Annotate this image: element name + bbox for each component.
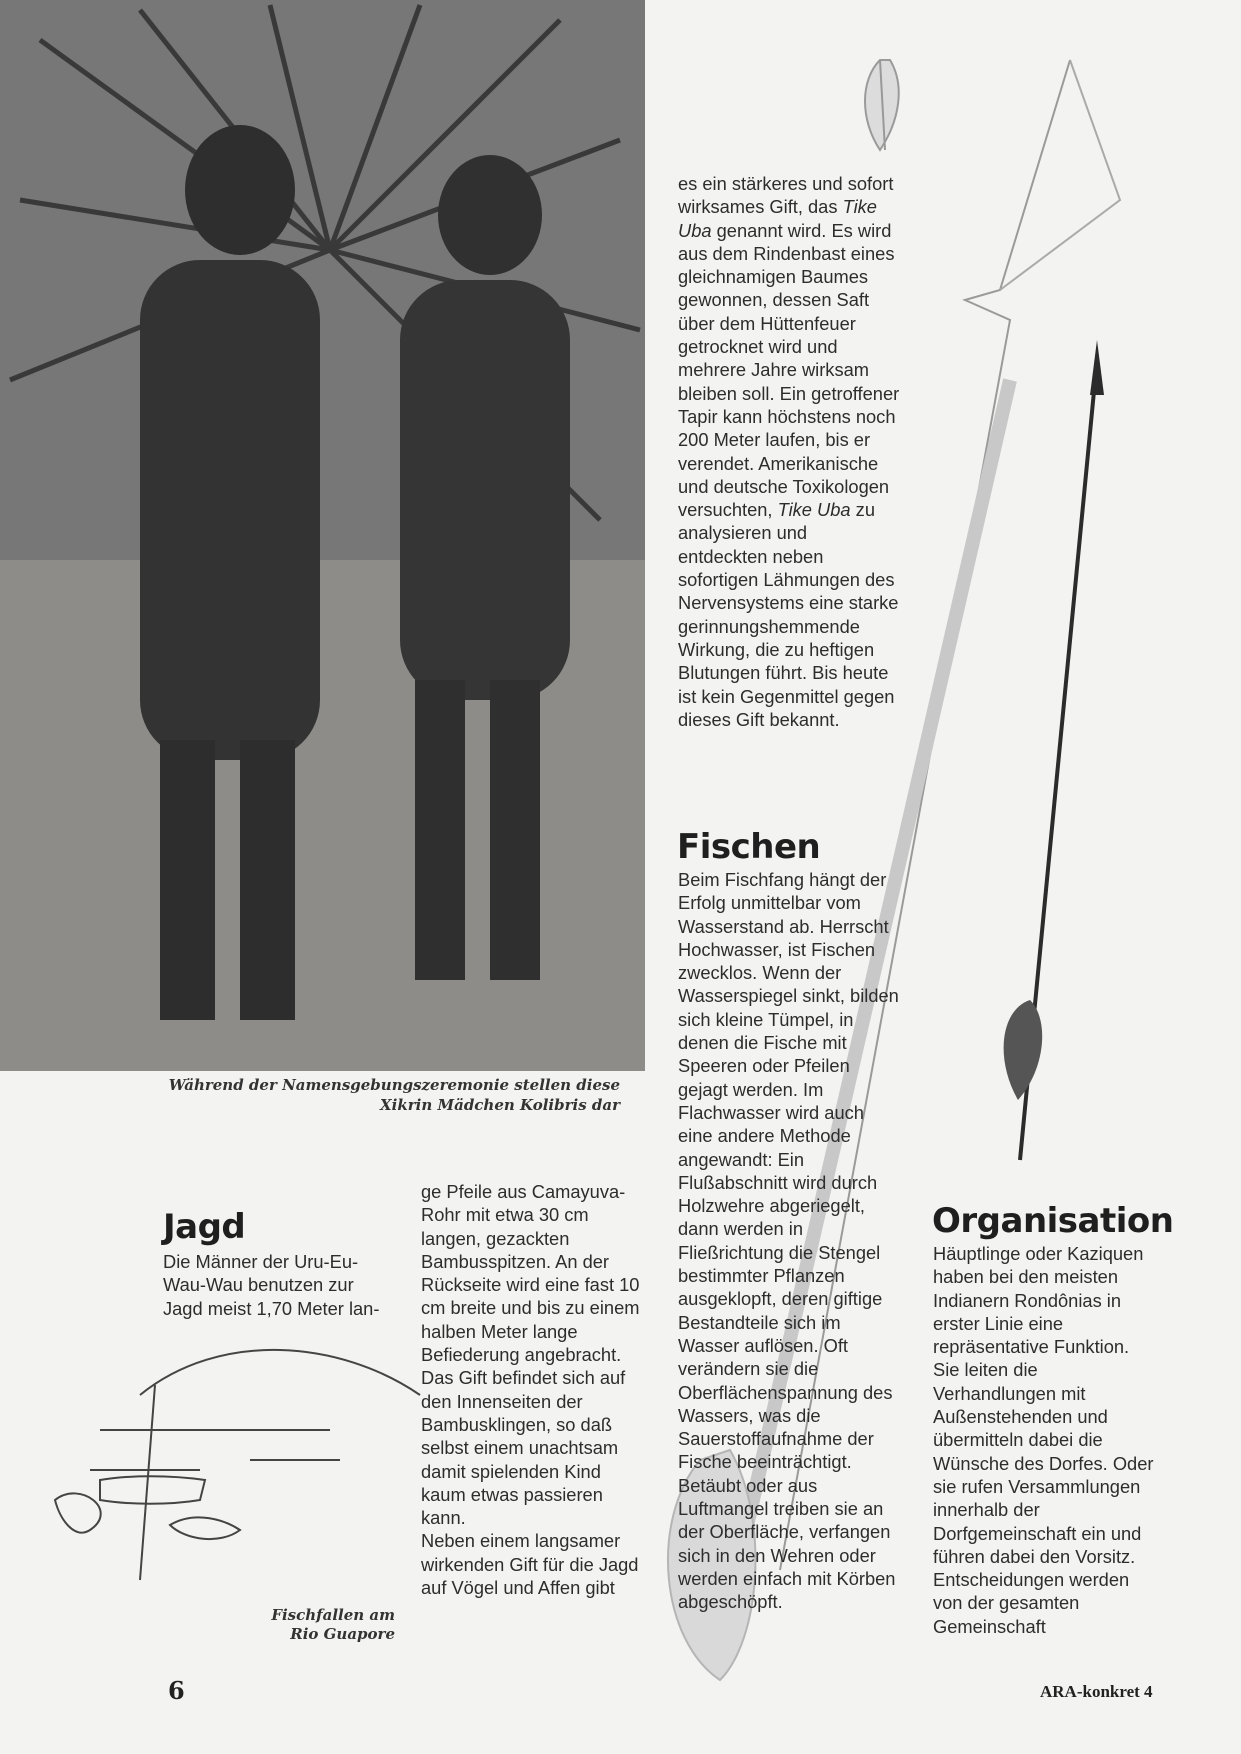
organisation-body: Häuptlinge oder Kaziquen haben bei den meisten Indianern Rondônias in erster Linie eine repräsentative Funktion. Sie leiten die Verhandlungen mit Außenstehenden und übermitteln dabei die Wünsche des Dorfes. Oder sie rufen Versammlungen innerhalb der Dorfgemeinschaft ein und führen dabei den Vorsitz. Entscheidungen werden von der gesamten Gemeinschaft — [933, 1243, 1154, 1637]
jagd-text — [163, 1250, 395, 1320]
photo-caption — [150, 1075, 620, 1115]
poison-paragraph — [678, 172, 900, 731]
page-number: 6 — [168, 1676, 185, 1705]
poison-text-3: zu analysieren und entdeckten neben sofortigen Lähmungen des Nervensystems eine starke gerinnungshemmende Wirkung, die zu heftigen Blutungen führt. Bis heute ist kein Gegenmittel gegen dieses Gift bekannt. — [678, 499, 899, 730]
organisation-text — [933, 1242, 1155, 1638]
poison-text-1: es ein stärkeres und sofort wirksames Gift, das — [678, 173, 894, 218]
dark-arrow-drawing — [1004, 340, 1104, 1160]
ceremony-photo — [0, 0, 645, 1071]
photo-caption-line-2: Xikrin Mädchen Kolibris dar — [380, 1096, 620, 1114]
fischen-heading: Fischen — [677, 827, 821, 867]
fish-trap-drawing — [55, 1350, 420, 1580]
fischen-text — [678, 868, 900, 1614]
photo-caption-line-1: Während der Namensgebungszeremonie stellen diese — [168, 1076, 620, 1094]
journal-name: ARA-konkret 4 — [1040, 1682, 1153, 1701]
photo-image — [0, 0, 645, 1071]
fish-trap-caption-line-1: Fischfallen am — [271, 1606, 395, 1624]
jagd-heading: Jagd — [163, 1207, 246, 1247]
fish-trap-caption-line-2: Rio Guapore — [290, 1625, 395, 1643]
poison-text-column — [678, 172, 900, 731]
poison-text-2: genannt wird. Es wird aus dem Rindenbast eines gleichnamigen Baumes gewonnen, dessen Saft über dem Hüttenfeuer getrocknet wird und mehrere Jahre wirksam bleiben soll. Ein getroffener Tapir kann höchstens noch 200 Meter laufen, bis er verendet. Amerikanische und deutsche Toxikologen versuchten, — [678, 219, 900, 521]
jagd-body: Die Männer der Uru-Eu-Wau-Wau benutzen zur Jagd meist 1,70 Meter lan- — [163, 1251, 380, 1319]
fischen-body: Beim Fischfang hängt der Erfolg unmittelbar vom Wasserstand ab. Herrscht Hochwasser, ist Fischen zwecklos. Wenn der Wasserspiegel sinkt, bilden sich kleine Tümpel, in denen die Fische mit Speeren oder Pfeilen gejagt werden. Im Flachwasser wird auch eine andere Methode angewandt: Ein Flußabschnitt wird durch Holzwehre abgeriegelt, dann werden in Fließrichtung die Stengel bestimmter Pflanzen ausgeklopft, deren giftige Bestandteile sich im Wasser auflösen. Oft verändern sie die Oberflächenspannung des Wassers, was die Sauerstoffaufnahme der Fische beeinträchtigt. Betäubt oder aus Luftmangel treiben sie an der Oberfläche, verfangen sich in den Wehren oder werden einfach mit Körben abgeschöpft. — [678, 869, 899, 1613]
jagd-continued-body-2: Neben einem langsamer wirkenden Gift für die Jagd auf Vögel und Affen gibt — [421, 1530, 639, 1599]
jagd-continued-text — [421, 1180, 646, 1599]
organisation-heading: Organisation — [932, 1201, 1174, 1241]
jagd-continued-body-1: ge Pfeile aus Camayuva-Rohr mit etwa 30 cm langen, gezackten Bambusspitzen. An der Rückseite wird eine fast 10 cm breite und bis zu einem halben Meter lange Befiederung angebracht. Das Gift befindet sich auf den Innenseiten der Bambusklingen, so daß selbst einem unachtsam damit spielenden Kind kaum etwas passieren kann. — [421, 1181, 640, 1529]
fish-trap-caption — [205, 1606, 395, 1644]
tike-uba-term-1: Tike Uba — [678, 196, 877, 241]
tike-uba-term-2: Tike Uba — [777, 499, 851, 521]
